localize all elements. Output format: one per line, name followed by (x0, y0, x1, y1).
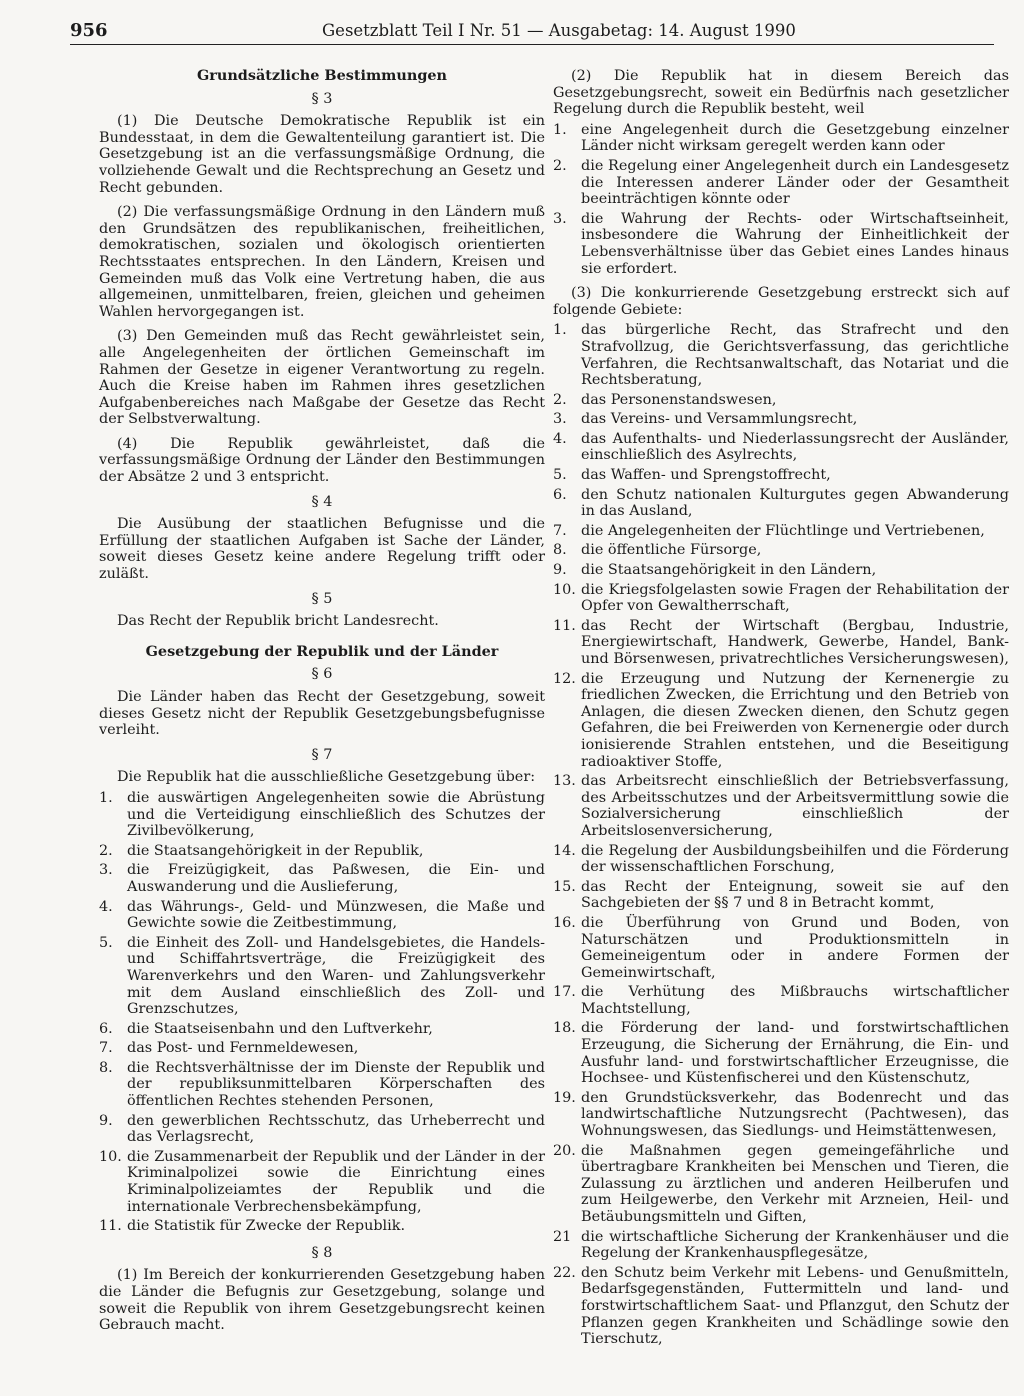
list-item (553, 467, 1009, 484)
list-item-number: 2. (553, 157, 567, 174)
list-item (553, 984, 1009, 1017)
list-item-text: das Waffen- und Sprengstoffrecht, (581, 467, 831, 484)
list-item-text: den Grundstücksverkehr, das Bodenrecht und das landwirtschaftliche Nutzungsrecht (Pachtwesen), das Wohnungswesen, das Siedlungs- und Heimstättenwesen, (581, 1089, 1009, 1140)
list-item-text: die öffentliche Fürsorge, (581, 542, 762, 559)
list-item (553, 431, 1009, 464)
section-8-paragraph-3: (3) Die konkurrierende Gesetzgebung erstreckt sich auf folgende Gebiete: (553, 285, 1009, 318)
list-item (99, 862, 545, 895)
list-item-number: 2. (553, 391, 567, 408)
list-item-text: die Rechtsverhältnisse der im Dienste der Republik und der republiksunmittelbaren Körperschaften des öffentlichen Rechtes stehenden Personen, (127, 1059, 545, 1110)
section-8-paragraph-3-list (553, 322, 1009, 1347)
list-item (553, 1229, 1009, 1262)
heading-gesetzgebung: Gesetzgebung der Republik und der Länder (145, 642, 499, 660)
list-item-number: 9. (553, 562, 567, 579)
list-item-text: das Arbeitsrecht einschließlich der Betriebsverfassung, des Arbeitsschutzes und der Arbeitsvermittlung sowie die Sozialversicherung einschließlich der Arbeitslosenversicherung, (581, 773, 1009, 839)
section-8-paragraph-1: (1) Im Bereich der konkurrierenden Gesetzgebung haben die Länder die Befugnis zur Gesetzgebung, solange und soweit die Republik von ihrem Gesetzgebungsrecht keinen Gebrauch macht. (99, 1267, 545, 1334)
list-item-text: die Regelung einer Angelegenheit durch ein Landesgesetz die Interessen anderer Länder oder der Gesamtheit beeinträchtigen könnte oder (581, 157, 1009, 208)
list-item-number: 22. (553, 1264, 576, 1281)
section-4-heading: § 4 (311, 493, 333, 510)
list-item (553, 158, 1009, 208)
list-item-number: 13. (553, 773, 576, 790)
list-item (553, 392, 1009, 409)
list-item-number: 7. (99, 1040, 113, 1057)
list-item-text: das Vereins- und Versammlungsrecht, (581, 411, 858, 428)
list-item-text: das bürgerliche Recht, das Strafrecht und den Strafvollzug, die Gerichtsverfassung, das gerichtliche Verfahren, die Rechtsanwaltschaft, das Notariat und die Rechtsberatung, (581, 322, 1009, 389)
list-item-text: die Erzeugung und Nutzung der Kernenergie zu friedlichen Zwecken, die Errichtung und den Betrieb von Anlagen, die diesen Zwecken dienen, den Schutz gegen Gefahren, die bei Freiwerden von Kernenergie oder durch ionisierende Strahlen entstehen, und die Beseitigung radioaktiver Stoffe, (581, 670, 1009, 770)
page-number: 956 (70, 20, 108, 41)
list-item-text: das Personenstandswesen, (581, 391, 777, 408)
list-item (553, 322, 1009, 388)
list-item (99, 1218, 545, 1235)
list-item (553, 915, 1009, 981)
list-item-text: die wirtschaftliche Sicherung der Krankenhäuser und die Regelung der Krankenhauspflegesätze, (581, 1228, 1009, 1262)
list-item-number: 1. (553, 322, 567, 339)
list-item (99, 1113, 545, 1146)
list-item-number: 14. (553, 842, 576, 859)
list-item-number: 1. (553, 121, 567, 138)
list-item (553, 542, 1009, 559)
list-item-text: die Überführung von Grund und Boden, von Naturschätzen und Produktionsmitteln in Gemeineigentum oder in andere Formen der Gemeinwirtschaft, (581, 914, 1009, 981)
section-3-paragraph-4: (4) Die Republik gewährleistet, daß die verfassungsmäßige Ordnung der Länder den Bestimmungen der Absätze 2 und 3 entspricht. (99, 435, 545, 486)
list-item (553, 843, 1009, 876)
section-6-heading: § 6 (311, 666, 333, 683)
section-8-paragraph-2-list (553, 122, 1009, 277)
list-item-number: 20. (553, 1142, 576, 1159)
heading-grundsaetzliche-bestimmungen: Grundsätzliche Bestimmungen (196, 67, 448, 84)
list-item-number: 12. (553, 670, 576, 687)
list-item (553, 562, 1009, 579)
list-item-text: den Schutz beim Verkehr mit Lebens- und Genußmitteln, Bedarfsgegenständen, Futtermitteln und land- und forstwirtschaftlichem Saat- und Pflanzgut, den Schutz der Pflanzen gegen Krankheiten und Schädlinge sowie den Tierschutz, (581, 1264, 1009, 1348)
list-item (553, 1143, 1009, 1226)
list-item (553, 879, 1009, 912)
section-7-heading: § 7 (311, 746, 333, 763)
list-item-text: das Währungs-, Geld- und Münzwesen, die Maße und Gewichte sowie die Zeitbestimmung, (127, 898, 545, 932)
list-item (99, 899, 545, 932)
running-title: Gesetzblatt Teil I Nr. 51 — Ausgabetag: 14. August 1990 (322, 21, 796, 40)
list-item-number: 3. (553, 210, 567, 227)
section-5-heading: § 5 (311, 590, 333, 607)
list-item-text: die Freizügigkeit, das Paßwesen, die Ein- und Auswanderung und die Auslieferung, (127, 862, 545, 895)
list-item-text: die auswärtigen Angelegenheiten sowie die Abrüstung und die Verteidigung einschließlich des Schutzes der Zivilbevölkerung, (127, 789, 545, 840)
list-item (553, 1090, 1009, 1140)
list-item-number: 10. (553, 581, 576, 598)
list-item (553, 773, 1009, 839)
list-item (99, 935, 545, 1018)
list-item-number: 4. (99, 898, 113, 915)
list-item (553, 1020, 1009, 1086)
list-item-text: eine Angelegenheit durch die Gesetzgebung einzelner Länder nicht wirksam geregelt werden kann oder (581, 121, 1009, 155)
list-item (553, 122, 1009, 155)
list-item-number: 2. (99, 842, 113, 859)
list-item-text: die Zusammenarbeit der Republik und der Länder in der Kriminalpolizei sowie die Einrichtung eines Kriminalpolizeiamtes der Republik und die internationale Verbrechensbekämpfung, (127, 1148, 545, 1215)
list-item-number: 11. (553, 617, 576, 634)
section-8-paragraph-2: (2) Die Republik hat in diesem Bereich das Gesetzgebungsrecht, soweit ein Bedürfnis nach gesetzlicher Regelung durch die Republik besteht, weil (553, 68, 1009, 118)
list-item-number: 21 (553, 1228, 572, 1245)
list-item-text: die Regelung der Ausbildungsbeihilfen und die Förderung der wissenschaftlichen Forschung, (581, 842, 1009, 876)
list-item-text: das Recht der Wirtschaft (Bergbau, Industrie, Energiewirtschaft, Handwerk, Gewerbe, Handel, Bank- und Börsenwesen, privatrechtliches Versicherungswesen), (581, 617, 1009, 667)
right-column (553, 68, 1009, 1356)
list-item-text: die Kriegsfolgelasten sowie Fragen der Rehabilitation der Opfer von Gewaltherrschaft, (581, 581, 1009, 615)
list-item-number: 10. (99, 1148, 122, 1165)
list-item-text: das Post- und Fernmeldewesen, (127, 1040, 359, 1057)
page-header (70, 22, 994, 45)
list-item-text: die Staatsangehörigkeit in der Republik, (127, 842, 424, 859)
list-item-text: den Schutz nationalen Kulturgutes gegen Abwanderung in das Ausland, (581, 486, 1009, 520)
list-item-number: 7. (553, 522, 567, 539)
list-item-text: das Recht der Enteignung, soweit sie auf den Sachgebieten der §§ 7 und 8 in Betracht kommt, (581, 878, 1009, 912)
list-item-text: die Verhütung des Mißbrauchs wirtschaftlicher Machtstellung, (581, 984, 1009, 1017)
list-item-number: 8. (99, 1059, 113, 1076)
list-item-text: die Staatseisenbahn und den Luftverkehr, (127, 1020, 433, 1037)
list-item (553, 618, 1009, 668)
list-item-text: die Förderung der land- und forstwirtschaftlichen Erzeugung, die Sicherung der Ernährung, die Ein- und Ausfuhr land- und forstwirtschaftlicher Erzeugnisse, die Hochsee- und Küstenfischerei und den Küstenschutz, (581, 1020, 1009, 1087)
list-item-number: 6. (553, 486, 567, 503)
list-item-number: 17. (553, 984, 576, 1001)
list-item (553, 411, 1009, 428)
list-item-number: 19. (553, 1089, 576, 1106)
list-item-text: das Aufenthalts- und Niederlassungsrecht der Ausländer, einschließlich des Asylrechts, (581, 430, 1009, 464)
list-item-text: die Wahrung der Rechts- oder Wirtschaftseinheit, insbesondere die Wahrung der Einheitlichkeit der Lebensverhältnisse über das Gebiet eines Landes hinaus sie erfordert. (581, 210, 1009, 277)
list-item (99, 1021, 545, 1038)
list-item-number: 3. (553, 411, 567, 428)
list-item-number: 4. (553, 430, 567, 447)
section-3-heading: § 3 (311, 90, 333, 107)
list-item (99, 843, 545, 860)
section-3-paragraph-1: (1) Die Deutsche Demokratische Republik ist ein Bundesstaat, in dem die Gewaltenteilung garantiert ist. Die Gesetzgebung ist an die verfassungsmäßige Ordnung, die vollziehende Gewalt und die Rechtsprechung an Gesetz und Recht gebunden. (99, 113, 545, 196)
list-item-number: 18. (553, 1020, 576, 1037)
list-item (99, 1040, 545, 1057)
list-item-number: 11. (99, 1218, 122, 1235)
section-4-paragraph: Die Ausübung der staatlichen Befugnisse und die Erfüllung der staatlichen Aufgaben ist Sache der Länder, soweit dieses Gesetz keine andere Regelung trifft oder zuläßt. (99, 516, 545, 583)
list-item-number: 16. (553, 914, 576, 931)
list-item (553, 671, 1009, 771)
list-item-text: die Staatsangehörigkeit in den Ländern, (581, 562, 877, 579)
list-item-number: 5. (553, 467, 567, 484)
list-item-number: 5. (99, 934, 113, 951)
list-item-text: die Angelegenheiten der Flüchtlinge und Vertriebenen, (581, 522, 985, 539)
section-3-paragraph-2: (2) Die verfassungsmäßige Ordnung in den Ländern muß den Grundsätzen des republikanischen, freiheitlichen, demokratischen, sozialen und ökologisch orientierten Rechtsstaates entsprechen. In den Ländern, Kreisen und Gemeinden muß das Volk eine Vertretung haben, die aus allgemeinen, unmittelbaren, freien, gleichen und geheimen Wahlen hervorgegangen ist. (99, 204, 545, 320)
section-7-list (99, 790, 545, 1235)
section-6-paragraph: Die Länder haben das Recht der Gesetzgebung, soweit dieses Gesetz nicht der Republik Gesetzgebungsbefugnisse verleiht. (99, 689, 545, 739)
list-item-number: 8. (553, 542, 567, 559)
list-item (553, 582, 1009, 615)
list-item (99, 1060, 545, 1110)
list-item-number: 1. (99, 789, 113, 806)
list-item (553, 211, 1009, 277)
section-3-paragraph-3: (3) Den Gemeinden muß das Recht gewährleistet sein, alle Angelegenheiten der örtlichen Gemeinschaft im Rahmen der Gesetze in eigener Verantwortung zu regeln. Auch die Kreise haben im Rahmen ihres gesetzlichen Aufgabenbereiches nach Maßgabe der Gesetze das Recht der Selbstverwaltung. (99, 328, 545, 428)
list-item-number: 3. (99, 862, 113, 879)
list-item-text: den gewerblichen Rechtsschutz, das Urheberrecht und das Verlagsrecht, (127, 1112, 545, 1146)
list-item (99, 1149, 545, 1215)
list-item-text: die Maßnahmen gegen gemeingefährliche und übertragbare Krankheiten bei Menschen und Tieren, die Zulassung zu ärztlichen und anderen Heilberufen und zum Heilgewerbe, den Verkehr mit Arzneien, Heil- und Betäubungsmitteln und Giften, (581, 1142, 1009, 1225)
list-item-text: die Statistik für Zwecke der Republik. (127, 1218, 406, 1235)
list-item (553, 523, 1009, 540)
section-5-paragraph: Das Recht der Republik bricht Landesrecht. (117, 613, 439, 630)
section-8-heading: § 8 (311, 1244, 333, 1261)
list-item-text: die Einheit des Zoll- und Handelsgebietes, die Handels- und Schiffahrtsverträge, die Freizügigkeit des Warenverkehrs und den Waren- und Zahlungsverkehr mit dem Ausland einschließlich des Zoll- und Grenzschutzes, (127, 934, 545, 1018)
list-item (553, 487, 1009, 520)
left-column (99, 68, 545, 1342)
list-item-number: 9. (99, 1112, 113, 1129)
list-item (553, 1265, 1009, 1348)
section-7-intro: Die Republik hat die ausschließliche Gesetzgebung über: (117, 769, 536, 786)
list-item (99, 790, 545, 840)
list-item-number: 6. (99, 1020, 113, 1037)
list-item-number: 15. (553, 878, 576, 895)
